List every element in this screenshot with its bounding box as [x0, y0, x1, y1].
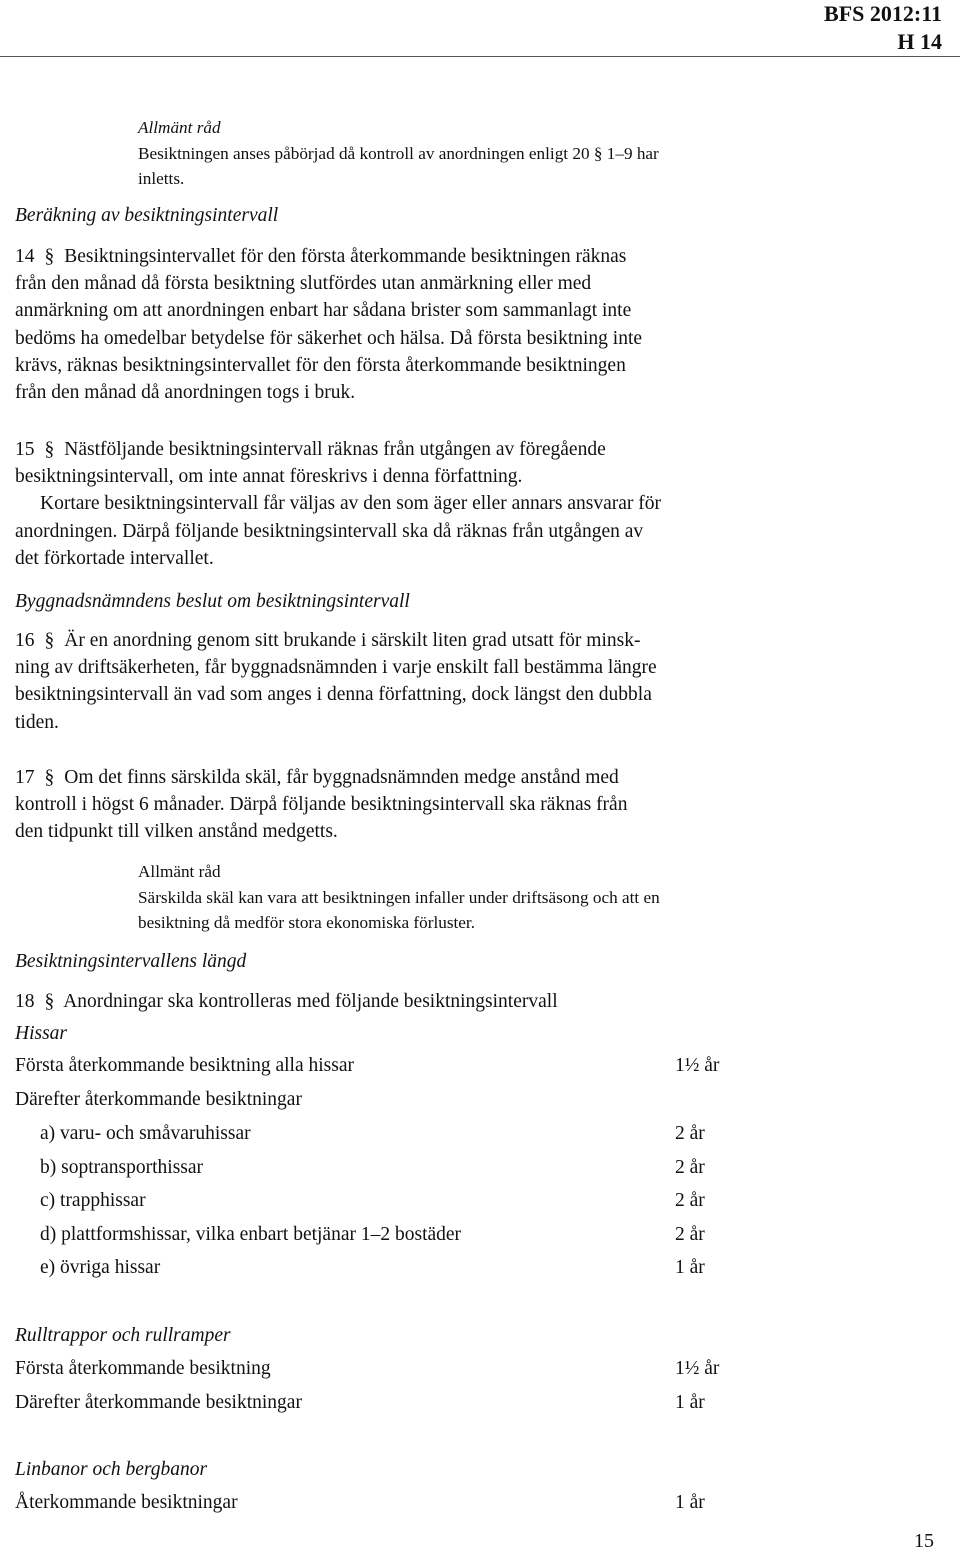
table-row: [15, 1355, 775, 1383]
paragraph-15: [15, 436, 805, 572]
row-label: b) soptransporthissar: [40, 1157, 204, 1178]
paragraph-line: 15 § Nästföljande besiktningsintervall räknas från utgången av föregående: [15, 436, 805, 463]
row-value: 2 år: [675, 1190, 705, 1211]
paragraph-17: [15, 764, 805, 846]
paragraph-14: [15, 243, 805, 406]
section-symbol: §: [44, 991, 55, 1012]
row-value: 2 år: [675, 1157, 705, 1178]
section-heading-length: Besiktningsintervallens längd: [15, 951, 247, 972]
paragraph-number: 14: [15, 246, 35, 267]
paragraph-line: ning av driftsäkerheten, får byggnadsnämnden i varje enskilt fall bestämma längre: [15, 657, 657, 679]
advice-text-line: Besiktningen anses påbörjad då kontroll av anordningen enligt 20 § 1–9 har: [138, 143, 659, 163]
row-label: a) varu- och småvaruhissar: [40, 1123, 251, 1144]
paragraph-line: det förkortade intervallet.: [15, 547, 214, 569]
table-row: [15, 1187, 775, 1215]
advice-heading: Allmänt råd: [138, 862, 221, 881]
row-value: 1 år: [675, 1392, 705, 1413]
document-header: [824, 0, 942, 56]
paragraph-18: 18 § Anordningar ska kontrolleras med följande besiktningsintervall: [15, 988, 558, 1015]
general-advice-top: [138, 115, 818, 192]
paragraph-line: 14 § Besiktningsintervallet för den första återkommande besiktningen räknas: [15, 243, 805, 270]
table-row: [15, 1120, 775, 1148]
row-value: 1 år: [675, 1492, 705, 1513]
paragraph-line: tiden.: [15, 711, 59, 733]
section-symbol: §: [44, 246, 55, 267]
advice-text-line: Särskilda skäl kan vara att besiktningen infaller under driftsäsong och att en: [138, 887, 660, 907]
paragraph-line: 16 § Är en anordning genom sitt brukande i särskilt liten grad utsatt för minsk-: [15, 627, 805, 654]
row-label: Återkommande besiktningar: [15, 1492, 238, 1513]
section-symbol: §: [44, 439, 55, 460]
paragraph-line: 17 § Om det finns särskilda skäl, får byggnadsnämnden medge anstånd med: [15, 764, 805, 791]
table-row: [15, 1154, 775, 1182]
table-heading-linbanor: Linbanor och bergbanor: [15, 1459, 208, 1480]
paragraph-line: från den månad då första besiktning slutfördes utan anmärkning eller med: [15, 273, 592, 295]
table-row: [15, 1489, 775, 1517]
row-label: d) plattformshissar, vilka enbart betjänar 1–2 bostäder: [40, 1224, 462, 1245]
paragraph-line: kontroll i högst 6 månader. Därpå följande besiktningsintervall ska räknas från: [15, 794, 628, 816]
row-label: Därefter återkommande besiktningar: [15, 1089, 302, 1110]
row-label: c) trapphissar: [40, 1190, 146, 1211]
paragraph-number: 17: [15, 767, 35, 788]
row-value: 1½ år: [675, 1055, 720, 1076]
header-rule: [0, 56, 960, 57]
paragraph-line: den tidpunkt till vilken anstånd medgetts.: [15, 821, 338, 843]
paragraph-number: 18: [15, 991, 35, 1012]
row-value: 2 år: [675, 1123, 705, 1144]
row-label: Första återkommande besiktning alla hissar: [15, 1055, 355, 1076]
paragraph-line: besiktningsintervall än vad som anges i denna författning, dock längst den dubbla: [15, 684, 652, 706]
row-value: 1 år: [675, 1257, 705, 1278]
table-row: [15, 1086, 775, 1114]
general-advice-mid: [138, 859, 818, 936]
section-symbol: §: [44, 630, 55, 651]
page-number: 15: [914, 1530, 934, 1552]
section-symbol: §: [44, 767, 55, 788]
paragraph-line: krävs, räknas besiktningsintervallet för den första återkommande besiktningen: [15, 354, 626, 376]
row-value: 1½ år: [675, 1358, 720, 1379]
row-value: 2 år: [675, 1224, 705, 1245]
paragraph-number: 16: [15, 630, 35, 651]
table-row: [15, 1221, 775, 1249]
table-row: [15, 1389, 775, 1417]
series-number: BFS 2012:11: [824, 1, 942, 26]
table-heading-hissar: Hissar: [15, 1023, 68, 1044]
section-heading-decision: Byggnadsnämndens beslut om besiktningsintervall: [15, 591, 410, 612]
paragraph-line: från den månad då anordningen togs i bruk.: [15, 382, 356, 404]
paragraph-line: anmärkning om att anordningen enbart har sådana brister som sammanlagt inte: [15, 300, 632, 322]
row-label: Därefter återkommande besiktningar: [15, 1392, 302, 1413]
paragraph-line: bedöms ha omedelbar betydelse för säkerhet och hälsa. Då första besiktning inte: [15, 327, 643, 349]
paragraph-number: 15: [15, 439, 35, 460]
row-label: e) övriga hissar: [40, 1257, 161, 1278]
table-row: [15, 1052, 775, 1080]
section-heading-calc: Beräkning av besiktningsintervall: [15, 205, 279, 226]
document-code: H 14: [897, 29, 942, 54]
advice-text-line: besiktning då medför stora ekonomiska förluster.: [138, 913, 475, 932]
paragraph-16: [15, 627, 805, 736]
advice-heading: Allmänt råd: [138, 118, 221, 137]
paragraph-line: besiktningsintervall, om inte annat föreskrivs i denna författning.: [15, 466, 523, 488]
paragraph-line: anordningen. Därpå följande besiktningsintervall ska då räknas från utgången av: [15, 520, 644, 542]
table-heading-rulltrappor: Rulltrappor och rullramper: [15, 1325, 231, 1346]
paragraph-line: Kortare besiktningsintervall får väljas av den som äger eller annars ansvarar för: [40, 493, 662, 515]
advice-text-line: inletts.: [138, 169, 185, 188]
row-label: Första återkommande besiktning: [15, 1358, 271, 1379]
table-row: [15, 1254, 775, 1282]
